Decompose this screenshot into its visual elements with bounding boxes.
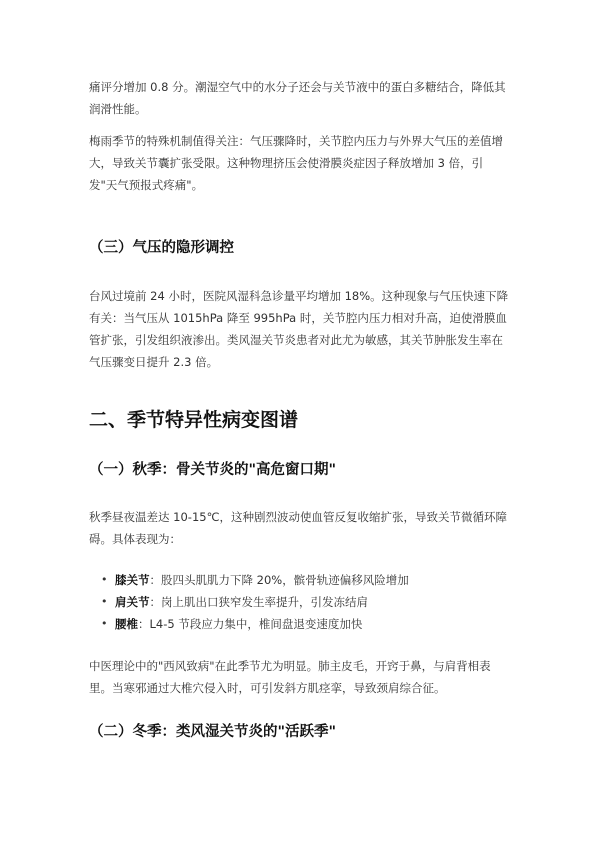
symptom-list	[89, 569, 509, 635]
paragraph-typhoon: 台风过境前 24 小时，医院风湿科急诊量平均增加 18%。这种现象与气压快速下降有关：当气压从 1015hPa 降至 995hPa 时，关节腔内压力相对升高，迫使滑膜血管扩张，引发组织液渗出。类风湿关节炎患者对此尤为敏感，其关节肿胀发生率在气压骤变日提升 2.3 倍。	[89, 289, 509, 369]
bullet-icon: •	[101, 573, 108, 586]
heading-winter: （二）冬季：类风湿关节炎的"活跃季"	[89, 724, 337, 740]
list-item-shoulder	[89, 591, 509, 613]
paragraph-plum-rain: 梅雨季节的特殊机制值得关注：气压骤降时，关节腔内压力与外界大气压的差值增大，导致关节囊扩张受限。这种物理挤压会使滑膜炎症因子释放增加 3 倍，引发"天气预报式疼痛"。	[89, 134, 503, 192]
list-item-term: 膝关节	[115, 573, 150, 587]
list-item-text: ：股四头肌肌力下降 20%，髌骨轨迹偏移风险增加	[149, 573, 409, 587]
list-item-term: 肩关节	[115, 595, 150, 609]
paragraph-autumn-temperature: 秋季昼夜温差达 10-15℃，这种剧烈波动使血管反复收缩扩张，导致关节微循环障碍。具体表现为：	[89, 510, 507, 546]
list-item-text: ：L4-5 节段应力集中，椎间盘退变速度加快	[138, 617, 363, 631]
paragraph-humidity-end: 痛评分增加 0.8 分。潮湿空气中的水分子还会与关节液中的蛋白多糖结合，降低其润滑性能。	[89, 80, 506, 116]
list-item-knee	[89, 569, 509, 591]
list-item-lumbar	[89, 613, 509, 635]
heading-pressure-regulation: （三）气压的隐形调控	[89, 240, 234, 256]
bullet-icon: •	[101, 617, 108, 630]
list-item-text: ：岗上肌出口狭窄发生率提升，引发冻结肩	[149, 595, 368, 609]
list-item-term: 腰椎	[115, 617, 138, 631]
paragraph-west-wind: 中医理论中的"西风致病"在此季节尤为明显。肺主皮毛，开窍于鼻，与肩背相表里。当寒邪通过大椎穴侵入时，可引发斜方肌痉挛，导致颈肩综合征。	[89, 659, 491, 695]
heading-autumn: （一）秋季：骨关节炎的"高危窗口期"	[89, 462, 337, 478]
bullet-icon: •	[101, 595, 108, 608]
heading-seasonal-atlas: 二、季节特异性病变图谱	[89, 409, 299, 431]
